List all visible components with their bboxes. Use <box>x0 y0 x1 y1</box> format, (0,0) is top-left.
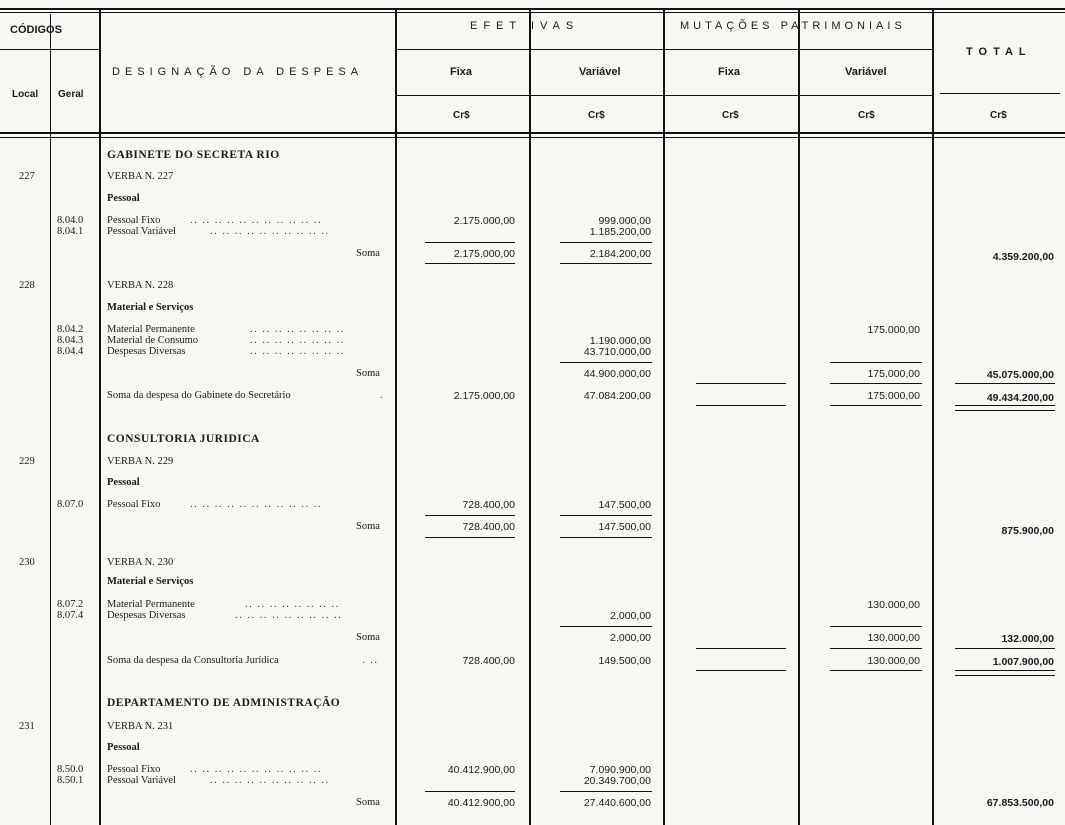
total-ef-var: 47.084.200,00 <box>583 390 651 402</box>
item-label: Despesas Diversas <box>107 346 186 357</box>
soma-mu-var: 175.000,00 <box>867 368 920 380</box>
sum-rule <box>560 263 652 264</box>
soma-total: 67.853.500,00 <box>986 797 1054 809</box>
amount-ef-fixa: 40.412.900,00 <box>447 764 515 776</box>
sum-rule <box>425 791 515 792</box>
soma-ef-var: 44.900.000,00 <box>583 368 651 380</box>
total-ef-var: 149.500,00 <box>598 655 651 667</box>
sum-rule <box>560 515 652 516</box>
soma-label: Soma <box>356 248 380 259</box>
leader-dots: .. .. .. .. .. .. .. .. <box>250 335 345 346</box>
currency-mu-var: Cr$ <box>858 110 875 121</box>
currency-total: Cr$ <box>990 110 1007 121</box>
item-label: Pessoal Fixo <box>107 215 161 226</box>
leader-dots: .. .. .. .. .. .. .. .. .. .. .. <box>190 215 322 226</box>
item-code: 8.04.4 <box>57 346 84 357</box>
soma-ef-fixa: 728.400,00 <box>462 521 515 533</box>
sum-rule <box>696 670 786 671</box>
section-total: 1.007.900,00 <box>992 656 1054 668</box>
section-total-label: Soma da despesa da Consultoria Jurídica <box>107 655 279 666</box>
group-rule <box>395 49 932 50</box>
local-code: 229 <box>19 456 35 467</box>
sum-rule <box>425 515 515 516</box>
amount-ef-var: 1.190.000,00 <box>589 335 651 347</box>
soma-ef-fixa: 40.412.900,00 <box>447 797 515 809</box>
verba-label: VERBA N. 231 <box>107 721 174 732</box>
col-rule-local <box>50 14 51 825</box>
amount-ef-var: 43.710.000,00 <box>583 346 651 358</box>
item-label: Pessoal Variável <box>107 226 176 237</box>
section-title: DEPARTAMENTO DE ADMINISTRAÇÃO <box>107 697 341 709</box>
verba-subtitle: Material e Serviços <box>107 576 194 587</box>
currency-mu-fixa: Cr$ <box>722 110 739 121</box>
total-rule <box>940 93 1060 94</box>
currency-ef-var: Cr$ <box>588 110 605 121</box>
local-code: 228 <box>19 280 35 291</box>
designacao-heading: DESIGNAÇÃO DA DESPESA <box>112 66 364 78</box>
sum-rule <box>830 626 922 627</box>
geral-heading: Geral <box>58 89 84 100</box>
col-rule-designacao <box>395 8 397 825</box>
sum-rule <box>955 648 1055 649</box>
sum-rule <box>560 537 652 538</box>
header-bottom-rule <box>0 132 1065 134</box>
sum-rule <box>830 383 922 384</box>
leader-dots: .. .. .. .. .. .. .. .. .. .. <box>210 226 330 237</box>
soma-ef-fixa: 2.175.000,00 <box>453 248 515 260</box>
item-label: Pessoal Fixo <box>107 499 161 510</box>
verba-subtitle: Pessoal <box>107 193 140 204</box>
total-mu-var: 175.000,00 <box>867 390 920 402</box>
soma-mu-var: 130.000,00 <box>867 632 920 644</box>
item-label: Material Permanente <box>107 599 195 610</box>
item-code: 8.50.0 <box>57 764 84 775</box>
verba-subtitle: Material e Serviços <box>107 302 194 313</box>
top-rule <box>0 8 1065 10</box>
leader-dots: .. .. .. .. .. .. .. .. .. .. .. <box>190 499 322 510</box>
sum-rule <box>830 405 922 406</box>
sum-rule <box>696 405 786 406</box>
mutacoes-fixa-heading: Fixa <box>718 66 741 78</box>
sum-rule <box>560 626 652 627</box>
amount-ef-var: 999.000,00 <box>598 215 651 227</box>
currency-ef-fixa: Cr$ <box>453 110 470 121</box>
verba-label: VERBA N. 230 <box>107 557 174 568</box>
sum-rule <box>425 263 515 264</box>
sum-rule <box>830 648 922 649</box>
local-code: 230 <box>19 557 35 568</box>
top-rule-2 <box>0 12 1065 13</box>
item-label: Material de Consumo <box>107 335 198 346</box>
total-mu-var: 130.000,00 <box>867 655 920 667</box>
sum-rule <box>425 537 515 538</box>
item-code: 8.04.3 <box>57 335 84 346</box>
verba-subtitle: Pessoal <box>107 742 140 753</box>
soma-ef-var: 147.500,00 <box>598 521 651 533</box>
amount-mu-var: 130.000,00 <box>867 599 920 611</box>
item-code: 8.07.2 <box>57 599 84 610</box>
col-rule-mutacoes <box>932 8 934 825</box>
item-label: Pessoal Variável <box>107 775 176 786</box>
total-ef-fixa: 728.400,00 <box>462 655 515 667</box>
col-rule-mutacoes-fixa <box>798 8 800 825</box>
double-rule <box>955 670 1055 676</box>
sum-rule <box>560 242 652 243</box>
soma-total: 875.900,00 <box>1001 525 1054 537</box>
section-title: CONSULTORIA JURIDICA <box>107 433 260 445</box>
efetivas-heading: EFET IVAS <box>470 20 580 32</box>
amount-ef-var: 147.500,00 <box>598 499 651 511</box>
codigos-rule <box>0 49 99 50</box>
item-code: 8.07.4 <box>57 610 84 621</box>
col-rule-efetivas-fixa <box>529 8 531 825</box>
item-code: 8.04.1 <box>57 226 84 237</box>
verba-subtitle: Pessoal <box>107 477 140 488</box>
double-rule <box>955 405 1055 411</box>
total-heading: TOTAL <box>966 46 1032 58</box>
sum-rule <box>696 648 786 649</box>
item-label: Pessoal Fixo <box>107 764 161 775</box>
sum-rule <box>560 362 652 363</box>
section-total: 49.434.200,00 <box>986 392 1054 404</box>
leader-dots: .. .. .. .. .. .. .. .. .. <box>235 610 343 621</box>
soma-total: 132.000,00 <box>1001 633 1054 645</box>
amount-ef-fixa: 728.400,00 <box>462 499 515 511</box>
subhead-rule <box>395 95 932 96</box>
header-bottom-rule-2 <box>0 137 1065 138</box>
soma-label: Soma <box>356 368 380 379</box>
amount-ef-fixa: 2.175.000,00 <box>453 215 515 227</box>
col-rule-geral <box>99 8 101 825</box>
item-label: Despesas Diversas <box>107 610 186 621</box>
leader-dots: .. .. .. .. .. .. .. .. .. .. <box>210 775 330 786</box>
soma-label: Soma <box>356 632 380 643</box>
amount-ef-var: 2.000,00 <box>610 610 651 622</box>
leader-dots: . .. <box>362 655 379 666</box>
soma-label: Soma <box>356 521 380 532</box>
sum-rule <box>425 242 515 243</box>
soma-total: 4.359.200,00 <box>992 251 1054 263</box>
item-code: 8.07.0 <box>57 499 84 510</box>
sum-rule <box>955 383 1055 384</box>
sum-rule <box>696 383 786 384</box>
local-code: 227 <box>19 171 35 182</box>
leader-dots: .. .. .. .. .. .. .. .. <box>245 599 340 610</box>
leader-dots: .. .. .. .. .. .. .. .. <box>250 324 345 335</box>
sum-rule <box>560 791 652 792</box>
mutacoes-heading: MUTAÇÕES PATRIMONIAIS <box>680 20 906 32</box>
verba-label: VERBA N. 227 <box>107 171 174 182</box>
local-code: 231 <box>19 721 35 732</box>
verba-label: VERBA N. 228 <box>107 280 174 291</box>
col-rule-efetivas <box>663 8 665 825</box>
amount-mu-var: 175.000,00 <box>867 324 920 336</box>
item-code: 8.50.1 <box>57 775 84 786</box>
soma-total: 45.075.000,00 <box>986 369 1054 381</box>
mutacoes-variavel-heading: Variável <box>845 66 887 78</box>
soma-label: Soma <box>356 797 380 808</box>
efetivas-fixa-heading: Fixa <box>450 66 473 78</box>
leader-dots: .. .. .. .. .. .. .. .. <box>250 346 345 357</box>
leader-dots: . <box>380 390 385 401</box>
soma-ef-var: 27.440.600,00 <box>583 797 651 809</box>
efetivas-variavel-heading: Variável <box>579 66 621 78</box>
total-ef-fixa: 2.175.000,00 <box>453 390 515 402</box>
leader-dots: .. .. .. .. .. .. .. .. .. .. .. <box>190 764 322 775</box>
item-label: Material Permanente <box>107 324 195 335</box>
local-heading: Local <box>12 89 39 100</box>
amount-ef-var: 20.349.700,00 <box>583 775 651 787</box>
section-total-label: Soma da despesa do Gabinete do Secretário <box>107 390 291 401</box>
soma-ef-var: 2.000,00 <box>610 632 651 644</box>
section-title: GABINETE DO SECRETA RIO <box>107 149 280 161</box>
codigos-heading: CÓDIGOS <box>10 24 62 36</box>
amount-ef-var: 1.185.200,00 <box>589 226 651 238</box>
item-code: 8.04.2 <box>57 324 84 335</box>
verba-label: VERBA N. 229 <box>107 456 174 467</box>
soma-ef-var: 2.184.200,00 <box>589 248 651 260</box>
sum-rule <box>830 670 922 671</box>
amount-ef-var: 7.090.900,00 <box>589 764 651 776</box>
sum-rule <box>830 362 922 363</box>
item-code: 8.04.0 <box>57 215 84 226</box>
